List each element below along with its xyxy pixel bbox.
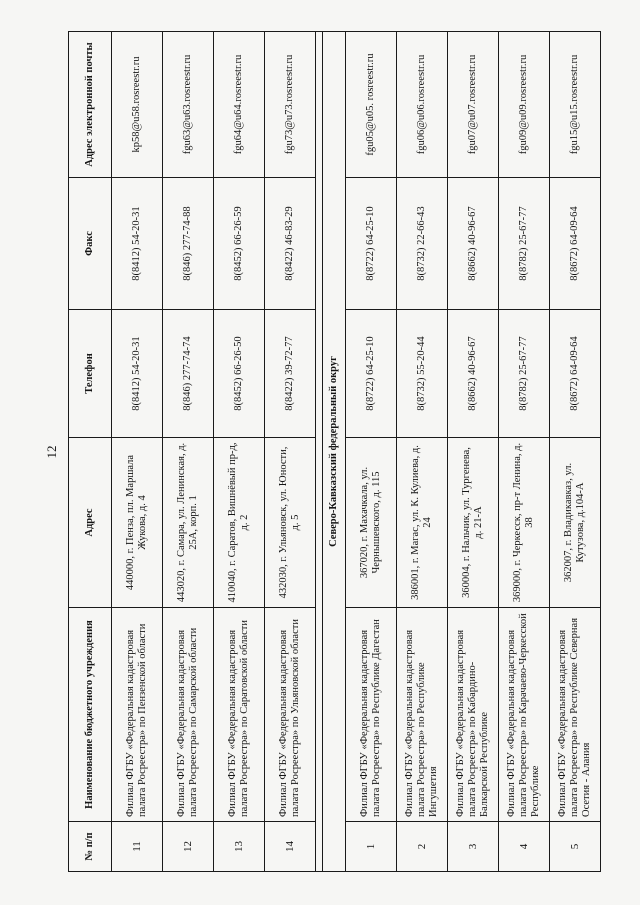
email-cell: kp58@u58.rosreestr.ru — [112, 32, 163, 178]
section-gap-cell — [316, 32, 323, 872]
phone-cell: 8(8422) 39-72-77 — [265, 310, 316, 438]
phone-cell: 8(8672) 64-09-64 — [550, 310, 601, 438]
fax-cell: 8(8662) 40-96-67 — [448, 178, 499, 310]
address-cell: 432030, г. Ульяновск, ул. Юности, д. 5 — [265, 438, 316, 608]
fax-cell: 8(8782) 25-67-77 — [499, 178, 550, 310]
address-cell: 362007, г. Владикавказ, ул. Кутузова, д.104-А — [550, 438, 601, 608]
row-number: 12 — [163, 822, 214, 872]
email-cell: fgu73@u73.rosreestr.ru — [265, 32, 316, 178]
address-cell: 369000, г. Черкесск, пр-т Ленина, д. 38 — [499, 438, 550, 608]
institution-name: Филиал ФГБУ «Федеральная кадастровая палата Росреестра» по Республике Дагестан — [346, 608, 397, 822]
fax-cell: 8(8422) 46-83-29 — [265, 178, 316, 310]
section-row — [323, 32, 346, 872]
table-row — [550, 32, 601, 872]
table-row — [265, 32, 316, 872]
phone-cell: 8(846) 277-74-74 — [163, 310, 214, 438]
address-cell: 443020, г. Самара, ул. Ленинская, д. 25А, корп. 1 — [163, 438, 214, 608]
row-number: 11 — [112, 822, 163, 872]
column-header-number: № п/п — [69, 822, 112, 872]
table-row — [397, 32, 448, 872]
phone-cell: 8(8662) 40-96-67 — [448, 310, 499, 438]
institution-name: Филиал ФГБУ «Федеральная кадастровая палата Росреестра» по Самарской области — [163, 608, 214, 822]
institution-name: Филиал ФГБУ «Федеральная кадастровая палата Росреестра» по Саратовской области — [214, 608, 265, 822]
email-cell: fgu06@u06.rosreestr.ru — [397, 32, 448, 178]
table-header-row — [69, 32, 112, 872]
row-number: 4 — [499, 822, 550, 872]
phone-cell: 8(8722) 64-25-10 — [346, 310, 397, 438]
fax-cell: 8(846) 277-74-88 — [163, 178, 214, 310]
phone-cell: 8(8782) 25-67-77 — [499, 310, 550, 438]
section-gap — [316, 32, 323, 872]
phone-cell: 8(8452) 66-26-50 — [214, 310, 265, 438]
column-header-fax: Факс — [69, 178, 112, 310]
address-cell: 410040, г. Саратов, Вишнёвый пр-д, д. 2 — [214, 438, 265, 608]
email-cell: fgu05@u05. rosreestr.ru — [346, 32, 397, 178]
email-cell: fgu64@u64.rosreestr.ru — [214, 32, 265, 178]
institution-name: Филиал ФГБУ «Федеральная кадастровая палата Росреестра» по Пензенской области — [112, 608, 163, 822]
row-number: 2 — [397, 822, 448, 872]
column-header-email: Адрес электронной почты — [69, 32, 112, 178]
row-number: 1 — [346, 822, 397, 872]
table-row — [112, 32, 163, 872]
row-number: 14 — [265, 822, 316, 872]
column-header-phone: Телефон — [69, 310, 112, 438]
email-cell: fgu09@u09.rosreestr.ru — [499, 32, 550, 178]
column-header-name: Наименование бюджетного учреждения — [69, 608, 112, 822]
phone-cell: 8(8732) 55-20-44 — [397, 310, 448, 438]
institution-name: Филиал ФГБУ «Федеральная кадастровая палата Росреестра» по Карачаево-Черкесской Республике — [499, 608, 550, 822]
fax-cell: 8(8732) 22-66-43 — [397, 178, 448, 310]
rotated-page — [38, 32, 608, 872]
fax-cell: 8(8722) 64-25-10 — [346, 178, 397, 310]
page-number: 12 — [44, 445, 59, 459]
address-cell: 440000, г. Пенза, пл. Маршала Жукова, д. 4 — [112, 438, 163, 608]
address-cell: 367020, г. Махачкала, ул. Чернышевского, д. 115 — [346, 438, 397, 608]
table-row — [214, 32, 265, 872]
row-number: 3 — [448, 822, 499, 872]
address-cell: 386001, г. Магас, ул. К. Кулиева, д. 24 — [397, 438, 448, 608]
address-cell: 360004, г. Нальчик, ул. Тургенева, д. 21-А — [448, 438, 499, 608]
institution-name: Филиал ФГБУ «Федеральная кадастровая палата Росреестра» по Ульяновской области — [265, 608, 316, 822]
fax-cell: 8(8672) 64-09-64 — [550, 178, 601, 310]
row-number: 5 — [550, 822, 601, 872]
fax-cell: 8(8452) 66-26-59 — [214, 178, 265, 310]
email-cell: fgu15@u15.rosreestr.ru — [550, 32, 601, 178]
table-row — [163, 32, 214, 872]
section-title: Северо-Кавказский федеральный округ — [323, 32, 346, 872]
institution-name: Филиал ФГБУ «Федеральная кадастровая палата Росреестра» по Республике Северная Осетия - Алания — [550, 608, 601, 822]
institution-name: Филиал ФГБУ «Федеральная кадастровая палата Росреестра» по Кабардино-Балкарской Республике — [448, 608, 499, 822]
table-row — [499, 32, 550, 872]
registry-table — [68, 31, 601, 872]
row-number: 13 — [214, 822, 265, 872]
institution-name: Филиал ФГБУ «Федеральная кадастровая палата Росреестра» по Республике Ингушетия — [397, 608, 448, 822]
fax-cell: 8(8412) 54-20-31 — [112, 178, 163, 310]
phone-cell: 8(8412) 54-20-31 — [112, 310, 163, 438]
email-cell: fgu07@u07.rosreestr.ru — [448, 32, 499, 178]
email-cell: fgu63@u63.rosreestr.ru — [163, 32, 214, 178]
table-row — [346, 32, 397, 872]
column-header-address: Адрес — [69, 438, 112, 608]
table-row — [448, 32, 499, 872]
